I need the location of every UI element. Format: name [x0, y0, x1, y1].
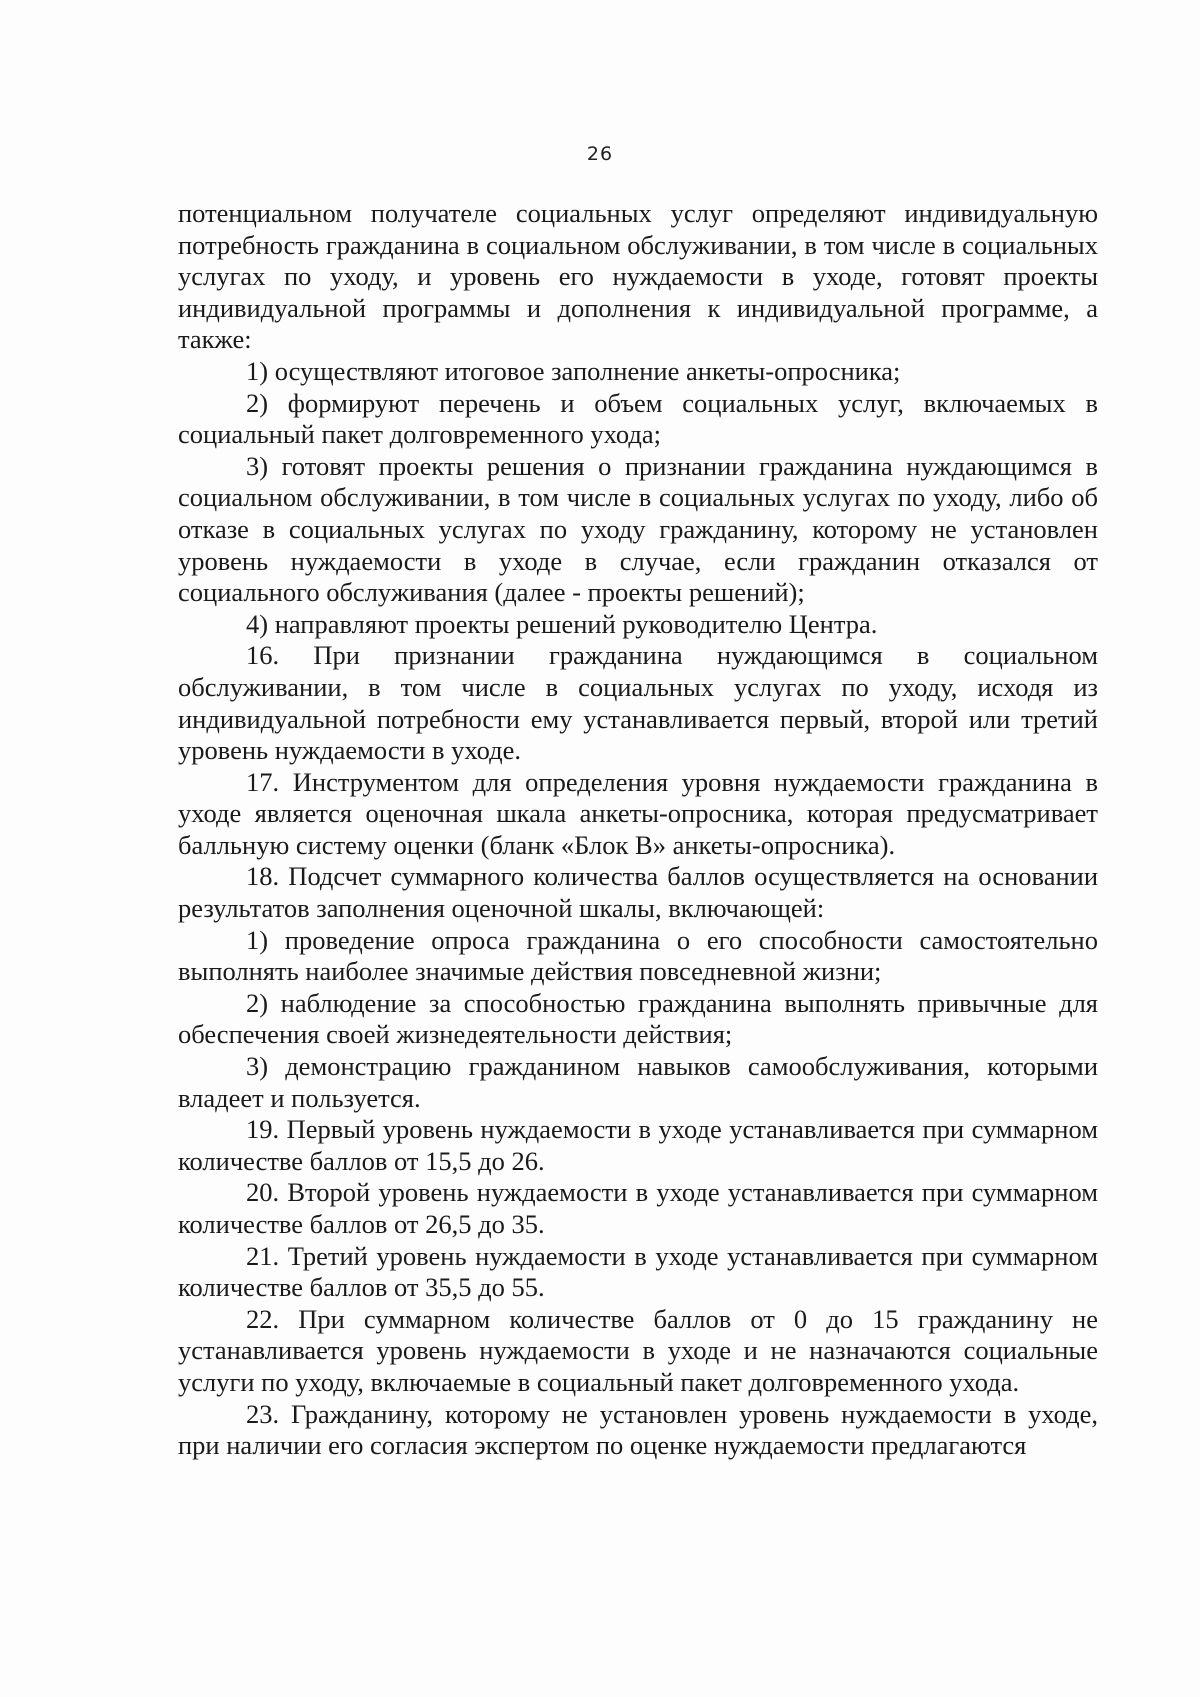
document-body: [178, 198, 1098, 1462]
paragraph: 3) демонстрацию гражданином навыков самообслуживания, которыми владеет и пользуется.: [178, 1051, 1098, 1113]
paragraph: 1) проведение опроса гражданина о его способности самостоятельно выполнять наиболее значимые действия повседневной жизни;: [178, 924, 1098, 987]
paragraph: 4) направляют проекты решений руководителю Центра.: [246, 608, 878, 639]
paragraph: 3) готовят проекты решения о признании гражданина нуждающимся в социальном обслуживании, в том числе в социальных услугах по уходу, либо об отказе в социальных услугах по уходу гражданину, которому не установлен уровень нуждаемости в уходе в случае, если гражданин отказался от социального обслуживания (далее - проекты решений);: [178, 450, 1098, 608]
page-number: 26: [586, 143, 614, 165]
paragraph: 22. При суммарном количестве баллов от 0 до 15 гражданину не устанавливается уровень нуждаемости в уходе и не назначаются социальные услуги по уходу, включаемые в социальный пакет долговременного ухода.: [178, 1303, 1098, 1397]
paragraph: 2) наблюдение за способностью гражданина выполнять привычные для обеспечения своей жизнедеятельности действия;: [178, 987, 1098, 1050]
paragraph: 16. При признании гражданина нуждающимся в социальном обслуживании, в том числе в социальных услугах по уходу, исходя из индивидуальной потребности ему устанавливается первый, второй или третий уровень нуждаемости в уходе.: [178, 640, 1098, 766]
paragraph: 1) осуществляют итоговое заполнение анкеты-опросника;: [246, 355, 901, 386]
paragraph: 21. Третий уровень нуждаемости в уходе устанавливается при суммарном количестве баллов от 35,5 до 55.: [178, 1240, 1098, 1303]
paragraph: 19. Первый уровень нуждаемости в уходе устанавливается при суммарном количестве баллов от 15,5 до 26.: [178, 1114, 1098, 1176]
paragraph: потенциальном получателе социальных услуг определяют индивидуальную потребность гражданина в социальном обслуживании, в том числе в социальных услугах по уходу, и уровень его нуждаемости в уходе, готовят проекты индивидуальной программы и дополнения к индивидуальной программе, а также:: [178, 198, 1098, 355]
paragraph: 18. Подсчет суммарного количества баллов осуществляется на основании результатов заполнения оценочной шкалы, включающей:: [178, 861, 1098, 924]
paragraph: 17. Инструментом для определения уровня нуждаемости гражданина в уходе является оценочная шкала анкеты-опросника, которая предусматривает балльную систему оценки (бланк «Блок В» анкеты-опросника).: [178, 766, 1098, 860]
paragraph: 2) формируют перечень и объем социальных услуг, включаемых в социальный пакет долговременного ухода;: [178, 387, 1098, 450]
paragraph: 20. Второй уровень нуждаемости в уходе устанавливается при суммарном количестве баллов от 26,5 до 35.: [178, 1177, 1098, 1239]
paragraph: 23. Гражданину, которому не установлен уровень нуждаемости в уходе, при наличии его согласия экспертом по оценке нуждаемости предлагаются: [178, 1398, 1098, 1461]
